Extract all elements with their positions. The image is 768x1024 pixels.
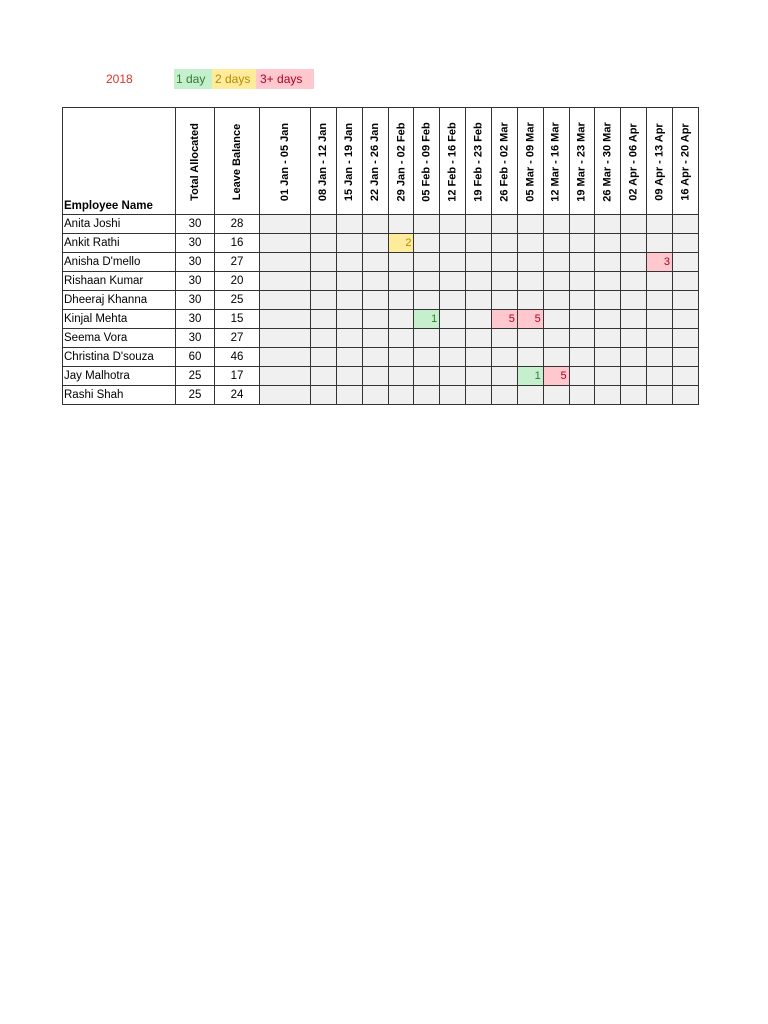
week-leave-cell[interactable] — [595, 348, 621, 367]
week-leave-cell[interactable] — [543, 386, 569, 405]
week-leave-cell[interactable] — [569, 367, 595, 386]
week-leave-cell[interactable] — [362, 234, 388, 253]
week-leave-cell[interactable] — [517, 234, 543, 253]
header-week — [595, 108, 621, 215]
week-leave-cell[interactable] — [388, 386, 414, 405]
week-leave-cell[interactable] — [362, 367, 388, 386]
week-leave-cell[interactable] — [336, 253, 362, 272]
week-leave-cell[interactable] — [414, 386, 440, 405]
week-leave-cell[interactable] — [336, 348, 362, 367]
week-leave-cell[interactable] — [569, 215, 595, 234]
year-label: 2018 — [106, 72, 133, 86]
header-week — [388, 108, 414, 215]
week-leave-cell[interactable] — [492, 367, 518, 386]
week-leave-cell[interactable] — [440, 253, 466, 272]
table-row — [63, 253, 699, 272]
week-leave-cell[interactable] — [362, 348, 388, 367]
employee-name-cell[interactable]: Dheeraj Khanna — [63, 291, 176, 310]
week-leave-cell[interactable] — [569, 291, 595, 310]
week-leave-cell[interactable] — [388, 272, 414, 291]
header-week-label: 29 Jan - 02 Feb — [395, 122, 408, 202]
week-leave-cell[interactable] — [621, 215, 647, 234]
week-leave-cell[interactable] — [517, 215, 543, 234]
week-leave-cell[interactable] — [595, 272, 621, 291]
week-leave-cell[interactable] — [260, 291, 311, 310]
leave-legend — [0, 69, 768, 89]
week-leave-cell[interactable] — [336, 310, 362, 329]
week-leave-cell[interactable] — [336, 215, 362, 234]
week-leave-cell[interactable] — [260, 310, 311, 329]
week-leave-cell[interactable] — [388, 310, 414, 329]
week-leave-cell[interactable] — [414, 253, 440, 272]
header-week — [517, 108, 543, 215]
leave-balance-cell[interactable]: 15 — [215, 310, 260, 329]
week-leave-cell[interactable] — [336, 291, 362, 310]
leave-tracker-table — [62, 107, 699, 405]
week-leave-cell[interactable] — [466, 329, 492, 348]
week-leave-cell[interactable] — [260, 272, 311, 291]
header-week — [440, 108, 466, 215]
week-leave-cell[interactable] — [492, 234, 518, 253]
header-week-label: 26 Mar - 30 Mar — [601, 122, 614, 202]
header-row — [63, 108, 699, 215]
header-week-label: 01 Jan - 05 Jan — [279, 122, 291, 202]
header-week — [647, 108, 673, 215]
total-allocated-cell[interactable]: 25 — [176, 386, 215, 405]
week-leave-cell[interactable] — [260, 367, 311, 386]
week-leave-cell[interactable] — [388, 329, 414, 348]
week-leave-cell[interactable] — [543, 310, 569, 329]
header-week-label: 09 Apr - 13 Apr — [653, 123, 666, 201]
week-leave-cell[interactable] — [440, 329, 466, 348]
header-leave-balance — [215, 108, 260, 215]
employee-name-cell[interactable]: Ankit Rathi — [63, 234, 176, 253]
week-leave-cell[interactable] — [466, 272, 492, 291]
week-leave-cell[interactable] — [647, 291, 673, 310]
week-leave-cell[interactable] — [673, 215, 699, 234]
table-row — [63, 329, 699, 348]
leave-balance-cell[interactable]: 25 — [215, 291, 260, 310]
week-leave-cell[interactable] — [260, 386, 311, 405]
week-leave-cell[interactable] — [569, 386, 595, 405]
total-allocated-cell[interactable]: 30 — [176, 215, 215, 234]
week-leave-cell[interactable] — [647, 329, 673, 348]
employee-name-cell[interactable]: Anisha D'mello — [63, 253, 176, 272]
week-leave-cell[interactable] — [362, 215, 388, 234]
week-leave-cell[interactable] — [311, 253, 337, 272]
week-leave-cell[interactable] — [569, 234, 595, 253]
week-leave-cell[interactable] — [336, 329, 362, 348]
week-leave-cell[interactable] — [517, 348, 543, 367]
week-leave-cell[interactable] — [336, 234, 362, 253]
header-week — [414, 108, 440, 215]
week-leave-cell[interactable] — [673, 310, 699, 329]
week-leave-cell[interactable] — [595, 367, 621, 386]
week-leave-cell[interactable] — [647, 367, 673, 386]
header-employee-name: Employee Name — [63, 108, 176, 215]
week-leave-cell[interactable]: 2 — [388, 234, 414, 253]
week-leave-cell[interactable] — [621, 348, 647, 367]
week-leave-cell[interactable]: 3 — [647, 253, 673, 272]
week-leave-cell[interactable] — [492, 291, 518, 310]
header-week-label: 19 Feb - 23 Feb — [472, 122, 485, 202]
week-leave-cell[interactable]: 1 — [517, 367, 543, 386]
week-leave-cell[interactable] — [440, 272, 466, 291]
week-leave-cell[interactable] — [388, 291, 414, 310]
week-leave-cell[interactable] — [595, 215, 621, 234]
table-row — [63, 348, 699, 367]
week-leave-cell[interactable] — [647, 215, 673, 234]
week-leave-cell[interactable] — [311, 367, 337, 386]
week-leave-cell[interactable] — [595, 310, 621, 329]
week-leave-cell[interactable] — [362, 291, 388, 310]
week-leave-cell[interactable] — [260, 253, 311, 272]
total-allocated-cell[interactable]: 30 — [176, 291, 215, 310]
header-leave-balance-label: Leave Balance — [231, 123, 243, 201]
week-leave-cell[interactable] — [517, 386, 543, 405]
week-leave-cell[interactable] — [673, 253, 699, 272]
header-week — [362, 108, 388, 215]
employee-name-cell[interactable]: Christina D'souza — [63, 348, 176, 367]
week-leave-cell[interactable] — [621, 253, 647, 272]
week-leave-cell[interactable] — [311, 291, 337, 310]
leave-balance-cell[interactable]: 24 — [215, 386, 260, 405]
week-leave-cell[interactable] — [440, 348, 466, 367]
header-week-label: 22 Jan - 26 Jan — [369, 122, 382, 202]
employee-name-cell[interactable]: Seema Vora — [63, 329, 176, 348]
week-leave-cell[interactable] — [543, 348, 569, 367]
week-leave-cell[interactable] — [543, 215, 569, 234]
week-leave-cell[interactable] — [595, 234, 621, 253]
week-leave-cell[interactable] — [492, 329, 518, 348]
header-total-allocated-label: Total Allocated — [189, 123, 201, 201]
week-leave-cell[interactable] — [466, 234, 492, 253]
header-week — [336, 108, 362, 215]
week-leave-cell[interactable]: 1 — [414, 310, 440, 329]
header-week-label: 16 Apr - 20 Apr — [679, 123, 692, 201]
week-leave-cell[interactable] — [595, 291, 621, 310]
week-leave-cell[interactable] — [621, 367, 647, 386]
week-leave-cell[interactable] — [260, 348, 311, 367]
header-week — [543, 108, 569, 215]
week-leave-cell[interactable] — [414, 234, 440, 253]
header-week — [260, 108, 311, 215]
employee-name-cell[interactable]: Anita Joshi — [63, 215, 176, 234]
week-leave-cell[interactable] — [414, 272, 440, 291]
week-leave-cell[interactable] — [414, 367, 440, 386]
employee-name-cell[interactable]: Rishaan Kumar — [63, 272, 176, 291]
header-week — [569, 108, 595, 215]
week-leave-cell[interactable] — [311, 386, 337, 405]
week-leave-cell[interactable] — [414, 329, 440, 348]
week-leave-cell[interactable] — [517, 253, 543, 272]
employee-name-cell[interactable]: Rashi Shah — [63, 386, 176, 405]
week-leave-cell[interactable] — [647, 386, 673, 405]
week-leave-cell[interactable] — [388, 215, 414, 234]
week-leave-cell[interactable] — [647, 272, 673, 291]
week-leave-cell[interactable]: 5 — [543, 367, 569, 386]
table-row — [63, 234, 699, 253]
week-leave-cell[interactable] — [466, 215, 492, 234]
week-leave-cell[interactable] — [621, 310, 647, 329]
week-leave-cell[interactable] — [440, 291, 466, 310]
week-leave-cell[interactable] — [440, 386, 466, 405]
week-leave-cell[interactable] — [621, 291, 647, 310]
week-leave-cell[interactable] — [362, 310, 388, 329]
week-leave-cell[interactable] — [569, 348, 595, 367]
table-body — [63, 215, 699, 405]
week-leave-cell[interactable] — [388, 348, 414, 367]
week-leave-cell[interactable] — [440, 367, 466, 386]
week-leave-cell[interactable] — [569, 253, 595, 272]
leave-balance-cell[interactable]: 46 — [215, 348, 260, 367]
total-allocated-cell[interactable]: 30 — [176, 253, 215, 272]
week-leave-cell[interactable] — [647, 310, 673, 329]
header-week-label: 08 Jan - 12 Jan — [317, 122, 330, 202]
week-leave-cell[interactable] — [569, 272, 595, 291]
week-leave-cell[interactable] — [311, 272, 337, 291]
leave-balance-cell[interactable]: 17 — [215, 367, 260, 386]
week-leave-cell[interactable] — [466, 310, 492, 329]
week-leave-cell[interactable] — [466, 367, 492, 386]
employee-name-cell[interactable]: Kinjal Mehta — [63, 310, 176, 329]
week-leave-cell[interactable] — [595, 253, 621, 272]
total-allocated-cell[interactable]: 30 — [176, 329, 215, 348]
week-leave-cell[interactable] — [466, 348, 492, 367]
table-row — [63, 386, 699, 405]
header-week-label: 12 Mar - 16 Mar — [550, 122, 563, 202]
week-leave-cell[interactable] — [569, 310, 595, 329]
leave-balance-cell[interactable]: 27 — [215, 329, 260, 348]
week-leave-cell[interactable] — [440, 310, 466, 329]
week-leave-cell[interactable] — [517, 272, 543, 291]
header-week-label: 02 Apr - 06 Apr — [627, 123, 640, 201]
table-row — [63, 272, 699, 291]
week-leave-cell[interactable] — [362, 329, 388, 348]
week-leave-cell[interactable] — [673, 272, 699, 291]
week-leave-cell[interactable] — [414, 291, 440, 310]
week-leave-cell[interactable] — [621, 386, 647, 405]
week-leave-cell[interactable] — [673, 386, 699, 405]
week-leave-cell[interactable] — [311, 215, 337, 234]
week-leave-cell[interactable] — [543, 234, 569, 253]
leave-balance-cell[interactable]: 16 — [215, 234, 260, 253]
header-week — [673, 108, 699, 215]
week-leave-cell[interactable] — [466, 291, 492, 310]
week-leave-cell[interactable] — [647, 348, 673, 367]
employee-name-cell[interactable]: Jay Malhotra — [63, 367, 176, 386]
table-row — [63, 367, 699, 386]
week-leave-cell[interactable] — [440, 234, 466, 253]
header-week-label: 26 Feb - 02 Mar — [498, 122, 511, 202]
table-row — [63, 215, 699, 234]
week-leave-cell[interactable] — [466, 253, 492, 272]
leave-balance-cell[interactable]: 20 — [215, 272, 260, 291]
week-leave-cell[interactable] — [595, 386, 621, 405]
week-leave-cell[interactable] — [311, 234, 337, 253]
week-leave-cell[interactable] — [414, 215, 440, 234]
week-leave-cell[interactable] — [336, 367, 362, 386]
week-leave-cell[interactable] — [673, 234, 699, 253]
week-leave-cell[interactable] — [543, 329, 569, 348]
total-allocated-cell[interactable]: 30 — [176, 234, 215, 253]
week-leave-cell[interactable] — [543, 253, 569, 272]
week-leave-cell[interactable] — [543, 291, 569, 310]
week-leave-cell[interactable] — [647, 234, 673, 253]
week-leave-cell[interactable] — [260, 215, 311, 234]
total-allocated-cell[interactable]: 30 — [176, 272, 215, 291]
week-leave-cell[interactable] — [621, 234, 647, 253]
week-leave-cell[interactable] — [517, 291, 543, 310]
header-week — [621, 108, 647, 215]
week-leave-cell[interactable] — [492, 272, 518, 291]
week-leave-cell[interactable] — [260, 234, 311, 253]
week-leave-cell[interactable] — [466, 386, 492, 405]
table-row — [63, 310, 699, 329]
header-total-allocated — [176, 108, 215, 215]
leave-balance-cell[interactable]: 28 — [215, 215, 260, 234]
week-leave-cell[interactable] — [621, 272, 647, 291]
header-week-label: 19 Mar - 23 Mar — [576, 122, 589, 202]
week-leave-cell[interactable] — [260, 329, 311, 348]
week-leave-cell[interactable] — [388, 253, 414, 272]
week-leave-cell[interactable] — [673, 348, 699, 367]
legend-one-day: 1 day — [174, 69, 214, 89]
week-leave-cell[interactable] — [336, 272, 362, 291]
total-allocated-cell[interactable]: 25 — [176, 367, 215, 386]
table-row — [63, 291, 699, 310]
week-leave-cell[interactable] — [569, 329, 595, 348]
header-week-label: 05 Mar - 09 Mar — [524, 122, 537, 202]
week-leave-cell[interactable] — [492, 215, 518, 234]
week-leave-cell[interactable] — [414, 348, 440, 367]
total-allocated-cell[interactable]: 30 — [176, 310, 215, 329]
legend-three-plus-days: 3+ days — [256, 69, 314, 89]
week-leave-cell[interactable] — [595, 329, 621, 348]
header-week — [492, 108, 518, 215]
week-leave-cell[interactable]: 5 — [517, 310, 543, 329]
week-leave-cell[interactable] — [311, 329, 337, 348]
week-leave-cell[interactable] — [492, 386, 518, 405]
week-leave-cell[interactable] — [440, 215, 466, 234]
week-leave-cell[interactable] — [673, 329, 699, 348]
header-week-label: 05 Feb - 09 Feb — [420, 122, 433, 202]
week-leave-cell[interactable] — [673, 291, 699, 310]
week-leave-cell[interactable] — [621, 329, 647, 348]
week-leave-cell[interactable] — [362, 386, 388, 405]
week-leave-cell[interactable] — [311, 310, 337, 329]
header-week-label: 12 Feb - 16 Feb — [446, 122, 459, 202]
week-leave-cell[interactable] — [492, 253, 518, 272]
header-week — [466, 108, 492, 215]
week-leave-cell[interactable] — [362, 253, 388, 272]
week-leave-cell[interactable] — [311, 348, 337, 367]
header-week — [311, 108, 337, 215]
week-leave-cell[interactable] — [673, 367, 699, 386]
header-week-label: 15 Jan - 19 Jan — [343, 122, 356, 202]
week-leave-cell[interactable] — [336, 386, 362, 405]
week-leave-cell[interactable] — [492, 348, 518, 367]
week-leave-cell[interactable]: 5 — [492, 310, 518, 329]
week-leave-cell[interactable] — [517, 329, 543, 348]
total-allocated-cell[interactable]: 60 — [176, 348, 215, 367]
leave-balance-cell[interactable]: 27 — [215, 253, 260, 272]
week-leave-cell[interactable] — [388, 367, 414, 386]
legend-two-days: 2 days — [212, 69, 259, 89]
week-leave-cell[interactable] — [362, 272, 388, 291]
week-leave-cell[interactable] — [543, 272, 569, 291]
